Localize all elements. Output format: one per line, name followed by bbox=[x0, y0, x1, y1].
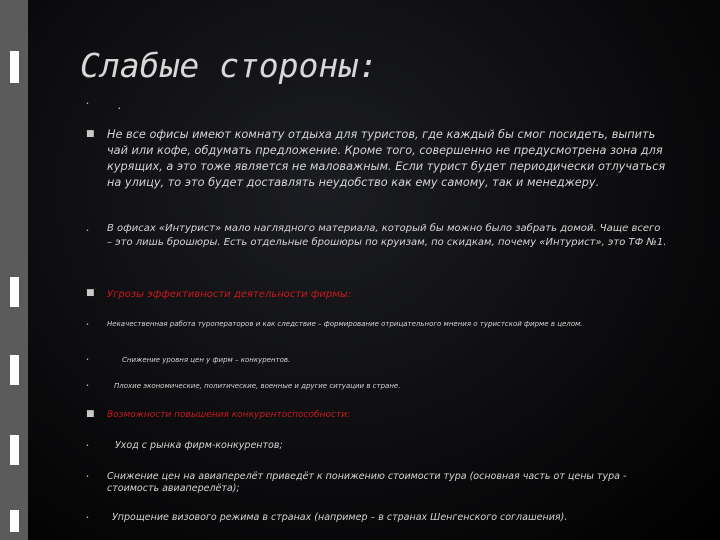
square-bullet-icon: ■ bbox=[86, 288, 95, 298]
dot-bullet-icon: • bbox=[86, 228, 89, 234]
dot-bullet-icon: • bbox=[86, 101, 89, 107]
list-item-text: . bbox=[118, 99, 122, 112]
decorative-bar-2 bbox=[10, 277, 19, 307]
decorative-bar-5 bbox=[10, 510, 19, 532]
decorative-bar-3 bbox=[10, 355, 19, 385]
decorative-bar-4 bbox=[10, 435, 19, 465]
dot-bullet-icon: • bbox=[86, 474, 89, 480]
list-item-text: Возможности повышения конкурентоспособности: bbox=[107, 410, 351, 420]
list-item-text: Уход с рынка фирм-конкурентов; bbox=[115, 440, 283, 451]
dot-bullet-icon: • bbox=[86, 443, 89, 449]
list-item-text: Плохие экономические, политические, военные и другие ситуации в стране. bbox=[114, 382, 401, 390]
slide-title: Слабые стороны: bbox=[80, 46, 379, 85]
list-item-text: В офисах «Интурист» мало наглядного материала, который бы можно было забрать домой. Чаще всего – это лишь брошюры. Есть отдельные брошюры по круизам, по скидкам, почему «Интурист», это ТФ №1. bbox=[107, 223, 667, 248]
dot-bullet-icon: • bbox=[86, 322, 89, 328]
list-item-text: Снижение уровня цен у фирм – конкурентов. bbox=[122, 356, 291, 364]
list-item-text: Снижение цен на авиаперелёт приведёт к понижению стоимости тура (основная часть от цены тура - стоимость авиаперелёта); bbox=[107, 471, 627, 494]
dot-bullet-icon: • bbox=[86, 515, 89, 521]
square-bullet-icon: ■ bbox=[86, 129, 95, 139]
decorative-bar-1 bbox=[10, 51, 19, 83]
list-item-text: Упрощение визового режима в странах (например – в странах Шенгенского соглашения). bbox=[112, 512, 568, 523]
dot-bullet-icon: • bbox=[86, 357, 89, 363]
dot-bullet-icon: • bbox=[86, 383, 89, 389]
square-bullet-icon: ■ bbox=[86, 409, 95, 419]
list-item-text: Угрозы эффективности деятельности фирмы: bbox=[107, 289, 352, 300]
list-item-text: Не все офисы имеют комнату отдыха для туристов, где каждый бы смог посидеть, выпить чай или кофе, обдумать предложение. Кроме того, совершенно не предусмотрена зона для курящих, а это тоже является не маловажным. Если турист будет периодически отлучаться на улицу, то это будет доставлять неудобство как ему самому, так и менеджеру. bbox=[107, 128, 666, 189]
list-item-text: Некачественная работа туроператоров и как следствие – формирование отрицательного мнения о туристской фирме в целом. bbox=[107, 320, 583, 328]
